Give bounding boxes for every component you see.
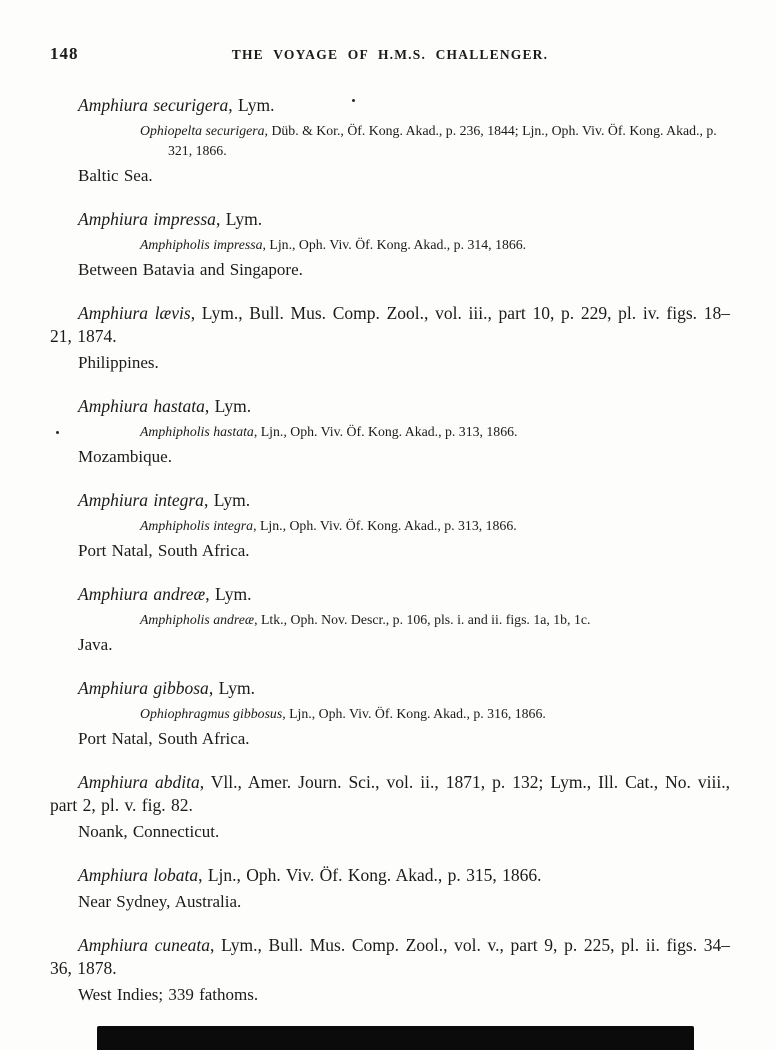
page-number: 148 (50, 44, 79, 63)
species-entry (50, 94, 730, 187)
species-name: Amphiura cuneata (78, 935, 211, 955)
species-heading (50, 583, 730, 606)
species-heading (50, 208, 730, 231)
species-citation: , Vll., Amer. Journ. Sci., vol. ii., 1871, p. 132; Lym., Ill. Cat., No. viii., part 2, pl. v. fig. 82. (50, 772, 730, 815)
scan-speckle (56, 431, 59, 434)
locality: Philippines. (78, 353, 159, 372)
species-name: Amphiura gibbosa (78, 678, 209, 698)
species-citation: , Lym. (228, 95, 275, 115)
species-heading (50, 302, 730, 348)
scan-artifact-bar (97, 1026, 694, 1050)
species-entries (50, 94, 730, 1006)
species-heading (50, 489, 730, 512)
locality: Near Sydney, Australia. (78, 892, 242, 911)
locality: Java. (78, 635, 113, 654)
species-citation: , Lym., Bull. Mus. Comp. Zool., vol. v., part 9, p. 225, pl. ii. figs. 34–36, 1878. (50, 935, 730, 978)
species-citation: , Lym. (215, 209, 263, 229)
species-heading (50, 771, 730, 817)
synonym-name: Ophiopelta securigera (140, 123, 265, 138)
species-name: Amphiura integra (78, 490, 204, 510)
species-entry (50, 864, 730, 913)
species-heading (50, 94, 730, 117)
synonym-citation: , Ljn., Oph. Viv. Öf. Kong. Akad., p. 314, 1866. (262, 237, 527, 252)
species-citation: , Lym. (208, 678, 256, 698)
species-name: Amphiura securigera (78, 95, 229, 115)
species-name: Amphiura andreæ (78, 584, 206, 604)
synonym-name: Amphipholis impressa (140, 237, 263, 252)
locality: West Indies; 339 fathoms. (78, 985, 259, 1004)
synonym-line (140, 704, 724, 724)
locality: Baltic Sea. (78, 166, 153, 185)
locality: Mozambique. (78, 447, 172, 466)
species-citation: , Lym. (204, 396, 252, 416)
running-head (50, 44, 730, 68)
species-name: Amphiura impressa (78, 209, 216, 229)
species-entry (50, 302, 730, 374)
synonym-name: Ophiophragmus gibbosus (140, 706, 283, 721)
synonym-line (140, 516, 724, 536)
species-heading (50, 934, 730, 980)
synonym-name: Amphipholis hastata (140, 424, 254, 439)
species-entry (50, 489, 730, 562)
synonym-line (140, 235, 724, 255)
species-entry (50, 208, 730, 281)
locality: Port Natal, South Africa. (78, 729, 250, 748)
synonym-name: Amphipholis andreæ (140, 612, 255, 627)
synonym-line (140, 422, 724, 442)
synonym-citation: , Düb. & Kor., Öf. Kong. Akad., p. 236, 1844; Ljn., Oph. Viv. Öf. Kong. Akad., p. 321, 1866. (168, 123, 717, 158)
species-name: Amphiura lævis (78, 303, 191, 323)
locality: Noank, Connecticut. (78, 822, 220, 841)
species-entry (50, 934, 730, 1006)
species-name: Amphiura abdita (78, 772, 200, 792)
species-heading (50, 864, 730, 887)
species-entry (50, 677, 730, 750)
synonym-line (140, 121, 724, 161)
synonym-citation: , Ltk., Oph. Nov. Descr., p. 106, pls. i. and ii. figs. 1a, 1b, 1c. (254, 612, 591, 627)
page-content (50, 44, 730, 1027)
synonym-citation: , Ljn., Oph. Viv. Öf. Kong. Akad., p. 313, 1866. (253, 518, 517, 533)
species-entry (50, 771, 730, 843)
synonym-line (140, 610, 724, 630)
species-citation: , Lym. (203, 490, 251, 510)
species-name: Amphiura lobata (78, 865, 199, 885)
synonym-citation: , Ljn., Oph. Viv. Öf. Kong. Akad., p. 313, 1866. (253, 424, 518, 439)
scan-speckle (352, 99, 355, 102)
species-citation: , Ljn., Oph. Viv. Öf. Kong. Akad., p. 315, 1866. (198, 865, 542, 885)
species-name: Amphiura hastata (78, 396, 205, 416)
species-entry (50, 395, 730, 468)
locality: Port Natal, South Africa. (78, 541, 250, 560)
species-citation: , Lym., Bull. Mus. Comp. Zool., vol. iii., part 10, p. 229, pl. iv. figs. 18–21, 1874. (50, 303, 730, 346)
synonym-name: Amphipholis integra (140, 518, 254, 533)
species-citation: , Lym. (205, 584, 252, 604)
species-entry (50, 583, 730, 656)
locality: Between Batavia and Singapore. (78, 260, 303, 279)
synonym-citation: , Ljn., Oph. Viv. Öf. Kong. Akad., p. 316, 1866. (282, 706, 546, 721)
species-heading (50, 395, 730, 418)
running-title: THE VOYAGE OF H.M.S. CHALLENGER. (231, 47, 549, 62)
species-heading (50, 677, 730, 700)
